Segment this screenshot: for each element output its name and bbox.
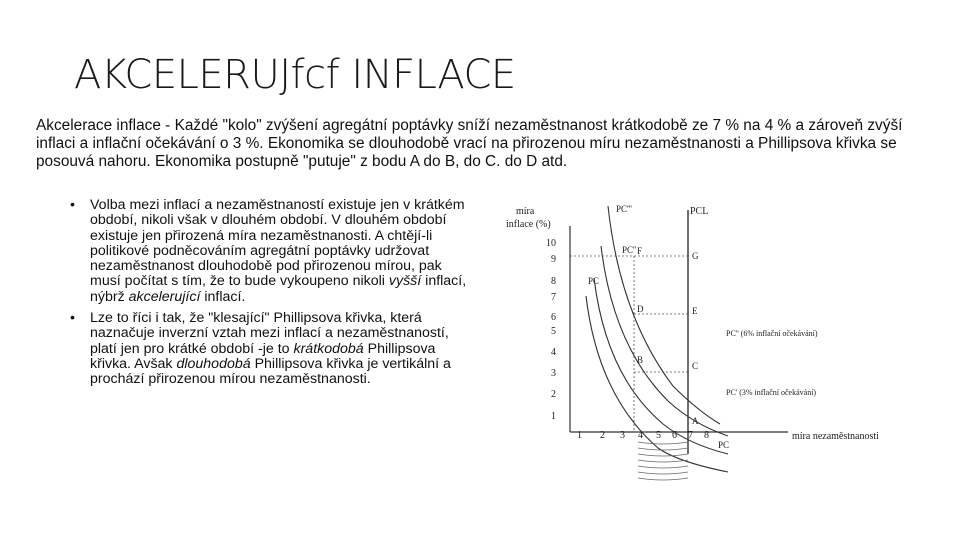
bullet-marker: • [70, 310, 75, 327]
point-label-e: E [692, 306, 698, 316]
curve-label-pc-bottom: PC [718, 440, 730, 450]
point-label-b: B [637, 355, 644, 365]
y-tick-label: 1 [551, 411, 556, 422]
x-tick-label: 8 [704, 430, 709, 441]
curve-label-pc-1: PC [588, 276, 600, 286]
emphasis-text: akcelerující [128, 288, 201, 305]
bullet-list [70, 198, 470, 394]
x-tick-label: 3 [620, 430, 625, 441]
intro-paragraph: Akcelerace inflace - Každé "kolo" zvýšení agregátní poptávky sníží nezaměstnanost krátkodobě ze 7 % na 4 % a zároveň zvýší inflaci a inflační očekávání o 3 %. Ekonomika se dlouhodobě vrací na přirozenou míru nezaměstnanosti a Phillipsova křivka se posouvá nahoru. Ekonomika postupně "putuje" z bodu A do B, do C. do D atd. [36, 117, 903, 170]
curve-label-pc-top: PC''' [616, 204, 632, 214]
emphasis-text: dlouhodobá [176, 355, 251, 372]
x-axis-label: míra nezaměstnanosti [792, 431, 879, 442]
x-tick-label: 7 [688, 430, 693, 441]
y-tick-labels [546, 238, 556, 422]
y-tick-label: 10 [546, 238, 556, 249]
y-axis-label: inflace (%) [506, 219, 551, 230]
point-label-a: A [692, 416, 699, 426]
y-axis-label: míra [516, 206, 535, 217]
note-three-percent: PC' (3% inflační očekávání) [726, 388, 817, 397]
bullet-text: inflací. [200, 288, 246, 305]
slide-title: AKCELERUJfcf INFLACE [74, 52, 516, 98]
short-run-curve-base [586, 296, 728, 472]
short-run-curve-top [608, 206, 720, 424]
emphasis-text: krátkodobá [293, 340, 364, 357]
bullet-item-2 [70, 311, 470, 387]
point-label-g: G [692, 251, 699, 261]
y-tick-label: 2 [551, 389, 556, 400]
y-tick-label: 4 [551, 347, 556, 358]
bullet-text: Lze to říci i tak, že "klesající" Phillipsova křivka, která naznačuje inverzní vztah mezi inflací a nezaměstnaností, platí jen pro krátké období -je to [90, 310, 449, 357]
y-tick-label: 8 [551, 276, 556, 287]
curve-label-pcl: PCL [690, 206, 709, 217]
bullet-marker: • [70, 197, 75, 213]
phillips-curve-figure [488, 196, 898, 486]
bullet-text: Volba mezi inflací a nezaměstnaností existuje jen v krátkém období, nikoli však v dlouhém období. V dlouhém období existuje jen přirozená míra nezaměstnanosti. A chtějí-li politikové podněcováním agregátní poptávky udržovat nezaměstnanost dlouhodobě pod přirozenou mírou, pak musí počítat s tím, že to bude vykoupeno nikoli [90, 197, 465, 290]
point-label-d: D [637, 304, 644, 314]
bullet-text: Phillipsova křivka. Avšak [90, 340, 436, 372]
x-tick-label: 6 [672, 430, 677, 441]
bullet-item-1 [70, 198, 470, 305]
y-tick-label: 5 [551, 326, 556, 337]
movement-arrows [638, 442, 688, 480]
point-label-c: C [692, 361, 699, 371]
y-tick-label: 7 [551, 292, 556, 303]
x-tick-label: 1 [577, 430, 582, 441]
bullet-text: inflací, nýbrž [90, 273, 467, 305]
x-tick-label: 2 [600, 430, 605, 441]
point-label-f: F [637, 246, 643, 256]
y-tick-label: 6 [551, 312, 556, 323]
bullet-text: Phillipsova křivka je vertikální a prochází přirozenou mírou nezaměstnanosti. [90, 355, 451, 388]
x-tick-label: 5 [656, 430, 661, 441]
note-six-percent: PC'' (6% inflační očekávání) [726, 329, 818, 338]
x-tick-label: 4 [638, 430, 643, 441]
y-tick-label: 9 [551, 254, 556, 265]
emphasis-text: vyšší [388, 273, 422, 290]
y-tick-label: 3 [551, 368, 556, 379]
curve-label-pc-2: PC'' [622, 245, 637, 255]
